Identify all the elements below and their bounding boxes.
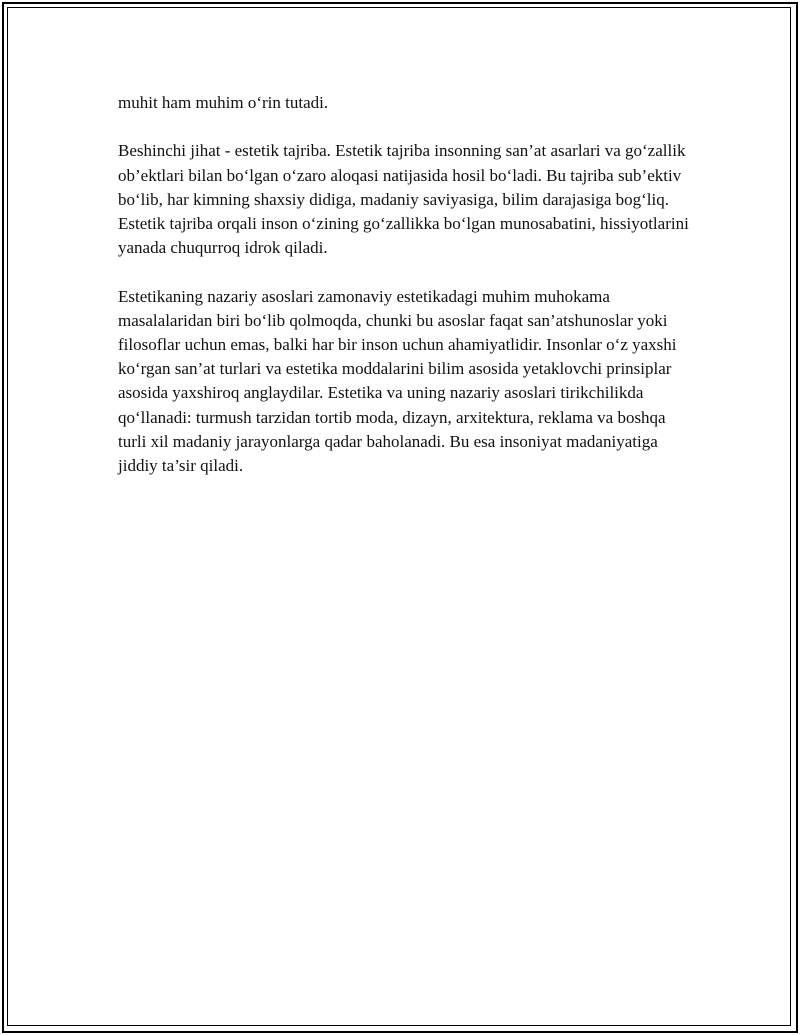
paragraph-2: Beshinchi jihat - estetik tajriba. Estetik tajriba insonning san’at asarlari va go‘zallik ob’ektlari bilan bo‘lgan o‘zaro aloqasi natijasida hosil bo‘ladi. Bu tajriba sub’ektiv bo‘lib, har kimning shaxsiy didiga, madaniy saviyasiga, bilim darajasiga bog‘liq. Estetik tajriba orqali inson o‘zining go‘zallikka bo‘lgan munosabatini, hissiyotlarini yanada chuqurroq idrok qiladi. xyxy=(118,141,689,258)
document-body xyxy=(118,91,698,502)
paragraph-1: muhit ham muhim o‘rin tutadi. xyxy=(118,93,329,112)
paragraph-3: Estetikaning nazariy asoslari zamonaviy estetikadagi muhim muhokama masalalaridan biri bo‘lib qolmoqda, chunki bu asoslar faqat san’atshunoslar yoki filosoflar uchun emas, balki har bir inson uchun ahamiyatlidir. Insonlar o‘z yaxshi ko‘rgan san’at turlari va estetika moddalarini bilim asosida yetaklovchi prinsiplar asosida yaxshiroq anglaydilar. Estetika va uning nazariy asoslari tirikchilikda qo‘llanadi: turmush tarzidan tortib moda, dizayn, arxitektura, reklama va boshqa turli xil madaniy jarayonlarga qadar baholanadi. Bu esa insoniyat madaniyatiga jiddiy ta’sir qiladi. xyxy=(118,286,677,476)
